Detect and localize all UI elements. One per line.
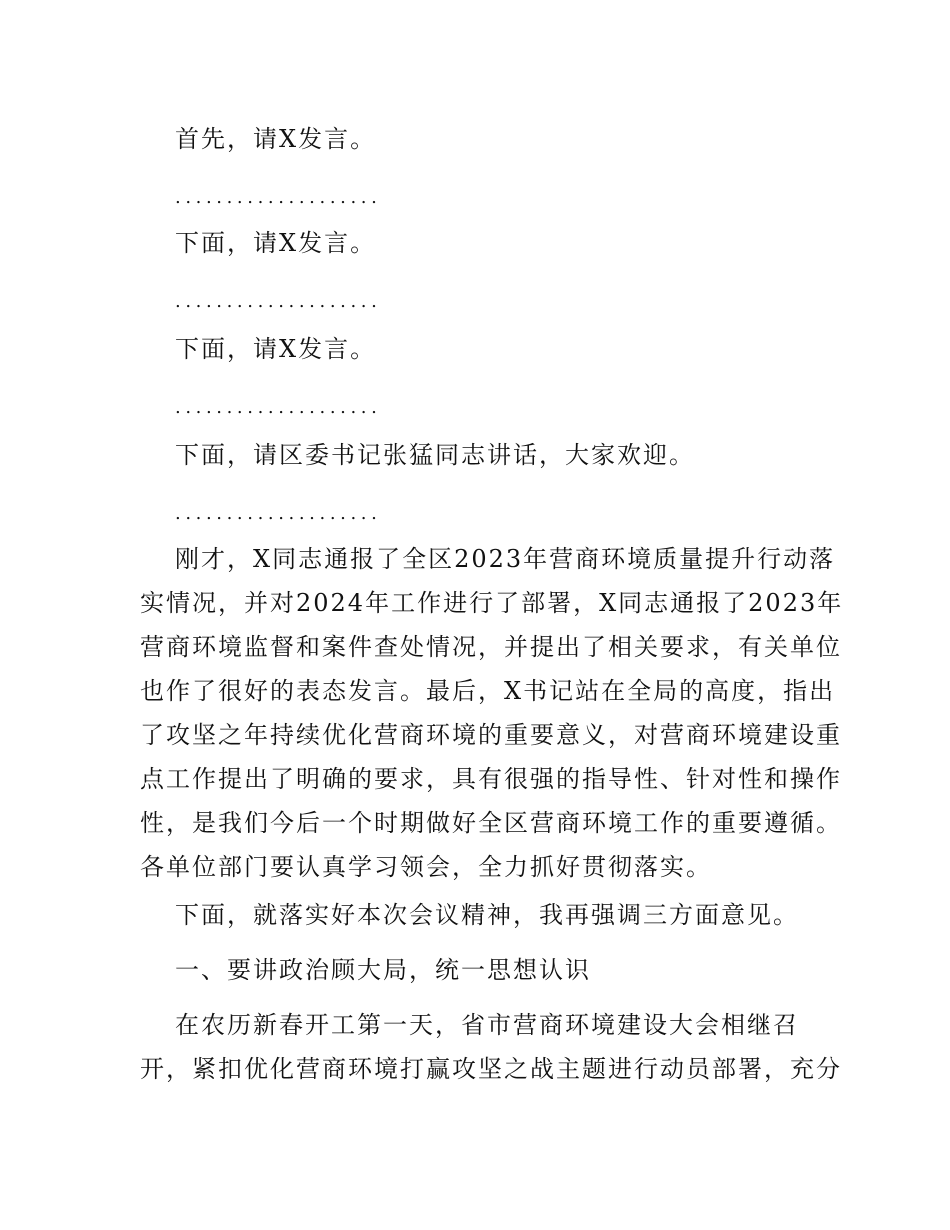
ellipsis-separator: .................... <box>175 291 382 312</box>
paragraph-line: 各单位部门要认真学习领会，全力抓好贯彻落实。 <box>140 853 712 881</box>
paragraph-line: 刚才，X同志通报了全区2023年营商环境质量提升行动落 <box>175 545 836 573</box>
ellipsis-separator: .................... <box>175 503 382 524</box>
ellipsis-separator: .................... <box>175 397 382 418</box>
paragraph-line: 营商环境监督和案件查处情况，并提出了相关要求，有关单位 <box>140 633 842 661</box>
paragraph-line: 了攻坚之年持续优化营商环境的重要意义，对营商环境建设重 <box>140 721 842 749</box>
section-heading: 一、要讲政治顾大局，统一思想认识 <box>175 956 591 984</box>
speech-line: 下面，请区委书记张猛同志讲话，大家欢迎。 <box>175 441 695 469</box>
speech-line: 下面，请X发言。 <box>175 335 377 363</box>
ellipsis-separator: .................... <box>175 187 382 208</box>
paragraph-line: 在农历新春开工第一天，省市营商环境建设大会相继召 <box>175 1011 799 1039</box>
speech-line-first: 首先，请X发言。 <box>175 125 377 153</box>
paragraph-line: 开，紧扣优化营商环境打赢攻坚之战主题进行动员部署，充分 <box>140 1055 842 1083</box>
paragraph-line: 也作了很好的表态发言。最后，X书记站在全局的高度，指出 <box>140 677 836 705</box>
paragraph-line: 点工作提出了明确的要求，具有很强的指导性、针对性和操作 <box>140 765 842 793</box>
paragraph-line: 性，是我们今后一个时期做好全区营商环境工作的重要遵循。 <box>140 809 842 837</box>
speech-line: 下面，请X发言。 <box>175 229 377 257</box>
paragraph-line: 下面，就落实好本次会议精神，我再强调三方面意见。 <box>175 901 799 929</box>
paragraph-line: 实情况，并对2024年工作进行了部署，X同志通报了2023年 <box>140 589 844 617</box>
